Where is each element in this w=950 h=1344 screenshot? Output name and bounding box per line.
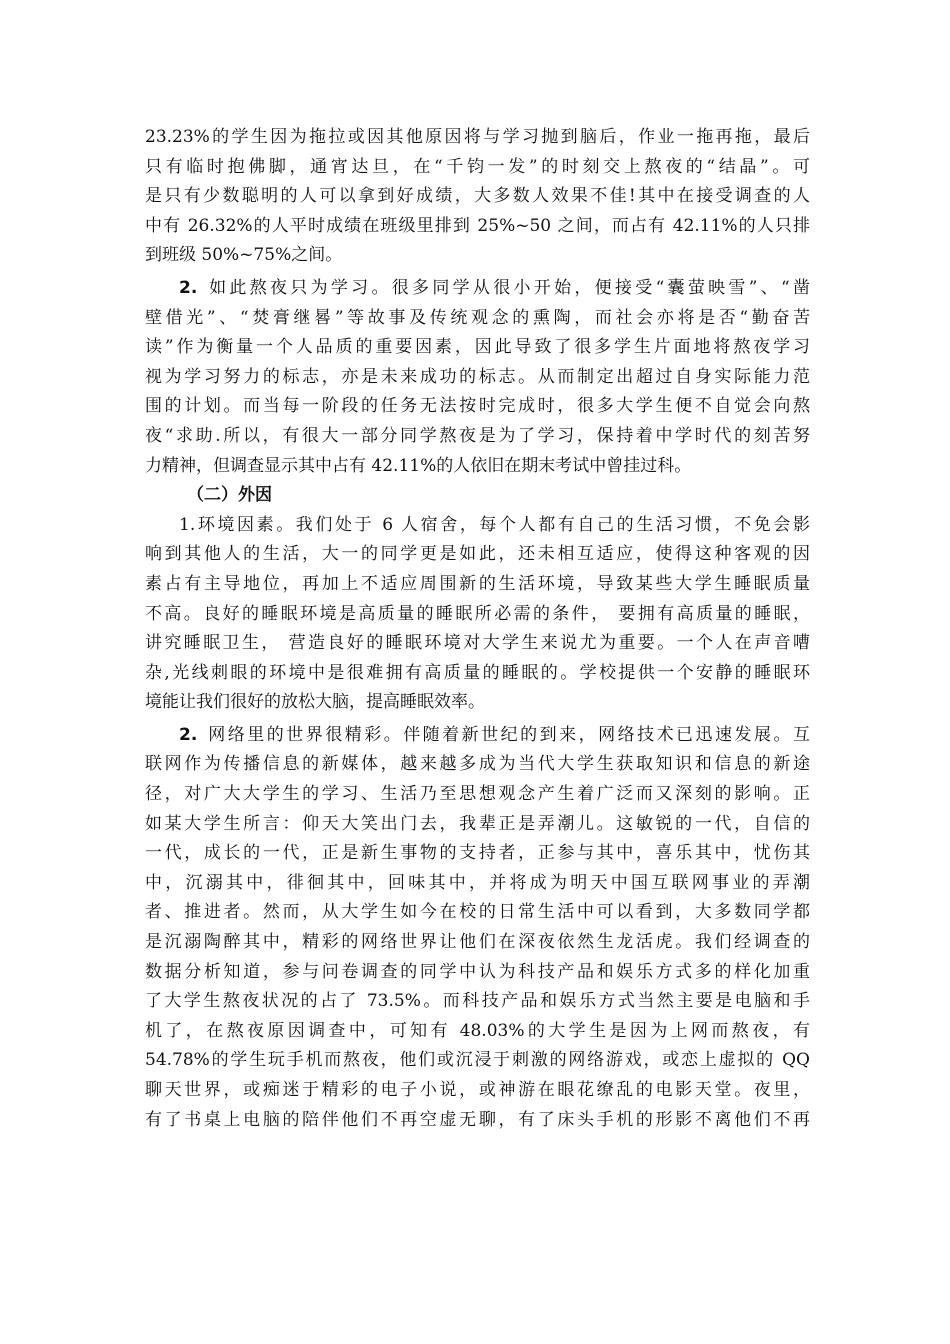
paragraph-environment bbox=[145, 511, 810, 718]
text-line: 壁借光”、“焚膏继晷”等故事及传统观念的熏陶，而社会亦将是否“勤奋苦 bbox=[145, 307, 810, 328]
text-line: 境能让我们很好的放松大脑，提高睡眠效率。 bbox=[145, 692, 485, 713]
paragraph-number: 2. bbox=[179, 277, 198, 298]
paragraph-internet bbox=[145, 721, 810, 1135]
text-line: 数据分析知道，参与问卷调查的同学中认为科技产品和娱乐方式多的样化加重 bbox=[145, 961, 810, 982]
text-line: 夜“求助.所以，有很大一部分同学熬夜是为了学习，保持着中学时代的刻苦努 bbox=[145, 425, 810, 446]
text-line: 是沉溺陶醉其中，精彩的网络世界让他们在深夜依然生龙活虎。我们经调查的 bbox=[145, 932, 810, 953]
text-line: 中，沉溺其中，徘徊其中，回味其中，并将成为明天中国互联网事业的弄潮 bbox=[145, 872, 810, 893]
text-line bbox=[145, 274, 810, 304]
text-line: 杂,光线刺眼的环境中是很难拥有高质量的睡眠的。学校提供一个安静的睡眠环 bbox=[145, 662, 810, 683]
text-line: 有了书桌上电脑的陪伴他们不再空虚无聊，有了床头手机的形影不离他们不再 bbox=[145, 1109, 810, 1130]
text-line: 围的计划。而当每一阶段的任务无法按时完成时，很多大学生便不自觉会向熬 bbox=[145, 396, 810, 417]
text-line: 聊天世界，或痴迷于精彩的电子小说，或神游在眼花缭乱的电影天堂。夜里， bbox=[145, 1080, 810, 1100]
text-line: 径，对广大大学生的学习、生活乃至思想观念产生着广泛而又深刻的影响。正 bbox=[145, 784, 810, 805]
paragraph-number: 2. bbox=[179, 724, 198, 745]
text-line: 读”作为衡量一个人品质的重要因素，因此导致了很多学生片面地将熬夜学习 bbox=[145, 337, 810, 358]
text-line: 响到其他人的生活，大一的同学更是如此，还未相互适应，使得这种客观的因 bbox=[145, 544, 810, 565]
text-line: 1.环境因素。我们处于 6 人宿舍，每个人都有自己的生活习惯，不免会影 bbox=[179, 514, 810, 535]
text-line: 只有临时抱佛脚，通宵达旦，在“千钧一发”的时刻交上熬夜的“结晶”。可 bbox=[145, 156, 810, 177]
text-line: 到班级 50%~75%之间。 bbox=[145, 245, 343, 266]
paragraph-study-reason bbox=[145, 274, 810, 481]
text-line: 54.78%的学生玩手机而熬夜，他们或沉浸于刺激的网络游戏，或恋上虚拟的 QQ bbox=[145, 1050, 810, 1071]
text-line: 视为学习努力的标志，亦是未来成功的标志。从而制定出超过自身实际能力范 bbox=[145, 366, 810, 387]
paragraph-procrastination bbox=[145, 123, 810, 271]
text-line: 中有 26.32%的人平时成绩在班级里排到 25%~50 之间，而占有 42.11%的人只排 bbox=[145, 215, 810, 236]
text-line: 联网作为传播信息的新媒体，越来越多成为当代大学生获取知识和信息的新途 bbox=[145, 754, 810, 775]
text-line: 讲究睡眠卫生， 营造良好的睡眠环境对大学生来说尤为重要。一个人在声音嘈 bbox=[145, 633, 810, 654]
document-page bbox=[145, 123, 810, 1135]
text-line-content: 网络里的世界很精彩。伴随着新世纪的到来，网络技术已迅速发展。互 bbox=[205, 724, 810, 745]
text-line: 素占有主导地位，再加上不适应周围新的生活环境，导致某些大学生睡眠质量 bbox=[145, 573, 810, 594]
text-line: 力精神，但调查显示其中占有 42.11%的人依旧在期末考试中曾挂过科。 bbox=[145, 455, 692, 476]
text-line: 一代，成长的一代，正是新生事物的支持者，正参与其中，喜乐其中，忧伤其 bbox=[145, 843, 810, 864]
text-line-content: 如此熬夜只为学习。很多同学从很小开始，便接受“囊萤映雪”、“凿 bbox=[205, 277, 810, 298]
text-line: 者、推进者。然而，从大学生如今在校的日常生活中可以看到，大多数同学都 bbox=[145, 902, 810, 923]
text-line: 不高。良好的睡眠环境是高质量的睡眠所必需的条件， 要拥有高质量的睡眠， bbox=[145, 603, 810, 624]
text-line: 23.23%的学生因为拖拉或因其他原因将与学习抛到脑后，作业一拖再拖，最后 bbox=[145, 127, 810, 147]
text-line bbox=[145, 721, 810, 751]
text-line: 机了，在熬夜原因调查中，可知有 48.03%的大学生是因为上网而熬夜，有 bbox=[145, 1020, 810, 1041]
text-line: 了大学生熬夜状况的占了 73.5%。而科技产品和娱乐方式当然主要是电脑和手 bbox=[145, 991, 810, 1012]
text-line: 是只有少数聪明的人可以拿到好成绩，大多数人效果不佳!其中在接受调查的人 bbox=[145, 186, 810, 207]
section-heading: （二）外因 bbox=[187, 485, 272, 506]
text-line: 如某大学生所言：仰天大笑出门去，我辈正是弄潮儿。这敏锐的一代，自信的 bbox=[145, 813, 810, 834]
